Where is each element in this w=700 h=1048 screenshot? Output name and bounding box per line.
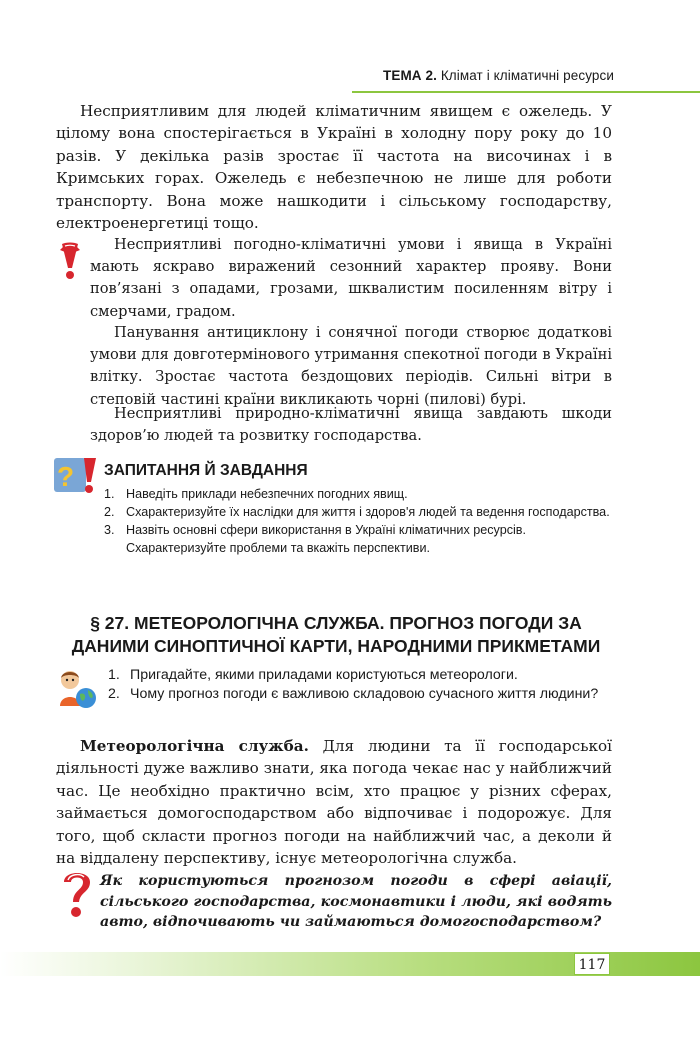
svg-text:?: ? (57, 461, 75, 492)
section-title: § 27. МЕТЕОРОЛОГІЧНА СЛУЖБА. ПРОГНОЗ ПОГОДИ ЗА ДАНИМИ СИНОПТИЧНОЇ КАРТИ, НАРОДНИМИ ПРИКМЕТАМИ (71, 613, 601, 656)
paragraph-body: Для людини та її господарської діяльності дуже важливо знати, яка погода чекає нас у найближчий час. Це необхідно практично всім, хто працює у різних сферах, займається домогосподарством або відпочиває і подорожує. Для того, щоб скласти прогноз погоди на найближчий час, а деколи й на віддалену перспективу, існує метеорологічна служба. (56, 737, 612, 868)
paragraph-harm: Несприятливі природно-кліматичні явища завдають шкоди здоров’ю людей та розвитку господарства. (90, 405, 612, 445)
paragraph-ice: Несприятливим для людей кліматичним явищем є ожеледь. У цілому вона спостерігається в Україні в холодну пору року до 10 разів. У декілька разів зростає її частота на височинах і в Кримських горах. Ожеледь є небезпечною не лише для роботи транспорту. Вона може нашкодити і сільському господарству, електроенергетиці тощо. (56, 102, 612, 233)
topic-label: ТЕМА 2. (383, 68, 437, 83)
header-rule (352, 91, 700, 93)
item-number: 2. (104, 505, 115, 519)
list-item (104, 503, 614, 521)
question-mark-icon (60, 868, 94, 922)
item-number: 3. (104, 523, 115, 537)
list-item (108, 666, 614, 685)
term-bold: Метеорологічна служба. (80, 737, 309, 755)
item-number: 1. (108, 667, 120, 683)
page-header (0, 64, 700, 94)
item-text: Наведіть приклади небезпечних погодних явищ. (126, 487, 408, 501)
item-number: 1. (104, 487, 115, 501)
header-title (383, 68, 614, 83)
topic-title: Клімат і кліматичні ресурси (440, 68, 614, 83)
questions-list (104, 485, 614, 557)
list-item (108, 685, 614, 704)
item-number: 2. (108, 686, 120, 702)
paragraph-meteo-service (56, 735, 612, 869)
paragraph-anticyclone: Панування антициклону і сонячної погоди створює додаткові умови для довготермінового утримання спекотної погоди в Україні влітку. Зростає частота бездощових періодів. Сильні вітри в степовій частині країни викликають чорні (пилові) бурі. (90, 324, 612, 408)
page-number: 117 (574, 953, 610, 975)
list-item (104, 485, 614, 503)
question-exclamation-icon (54, 456, 98, 496)
student-globe-icon (54, 668, 98, 710)
item-text: Пригадайте, якими приладами користуються метеорологи. (130, 667, 518, 683)
list-item (104, 521, 614, 557)
exclamation-icon (56, 240, 84, 282)
questions-heading: ЗАПИТАННЯ Й ЗАВДАННЯ (104, 462, 308, 479)
item-text: Назвіть основні сфери використання в Україні кліматичних ресурсів. Схарактеризуйте проблеми та вкажіть перспективи. (126, 523, 526, 555)
item-text: Схарактеризуйте їх наслідки для життя і здоров'я людей та ведення господарства. (126, 505, 610, 519)
recall-list (108, 666, 614, 704)
paragraph-seasonal: Несприятливі погодно-кліматичні умови і явища в Україні мають яскраво виражений сезонний характер прояву. Вони пов’язані з опадами, грозами, шквалистим посиленням вітру і смерчами, градом. (90, 236, 612, 320)
item-text: Чому прогноз погоди є важливою складовою сучасного життя людини? (130, 686, 599, 702)
discussion-question: Як користуються прогнозом погоди в сфері авіації, сільського господарства, космонавтики і люди, які водять авто, відпочивають чи займаються домогосподарством? (100, 873, 612, 930)
